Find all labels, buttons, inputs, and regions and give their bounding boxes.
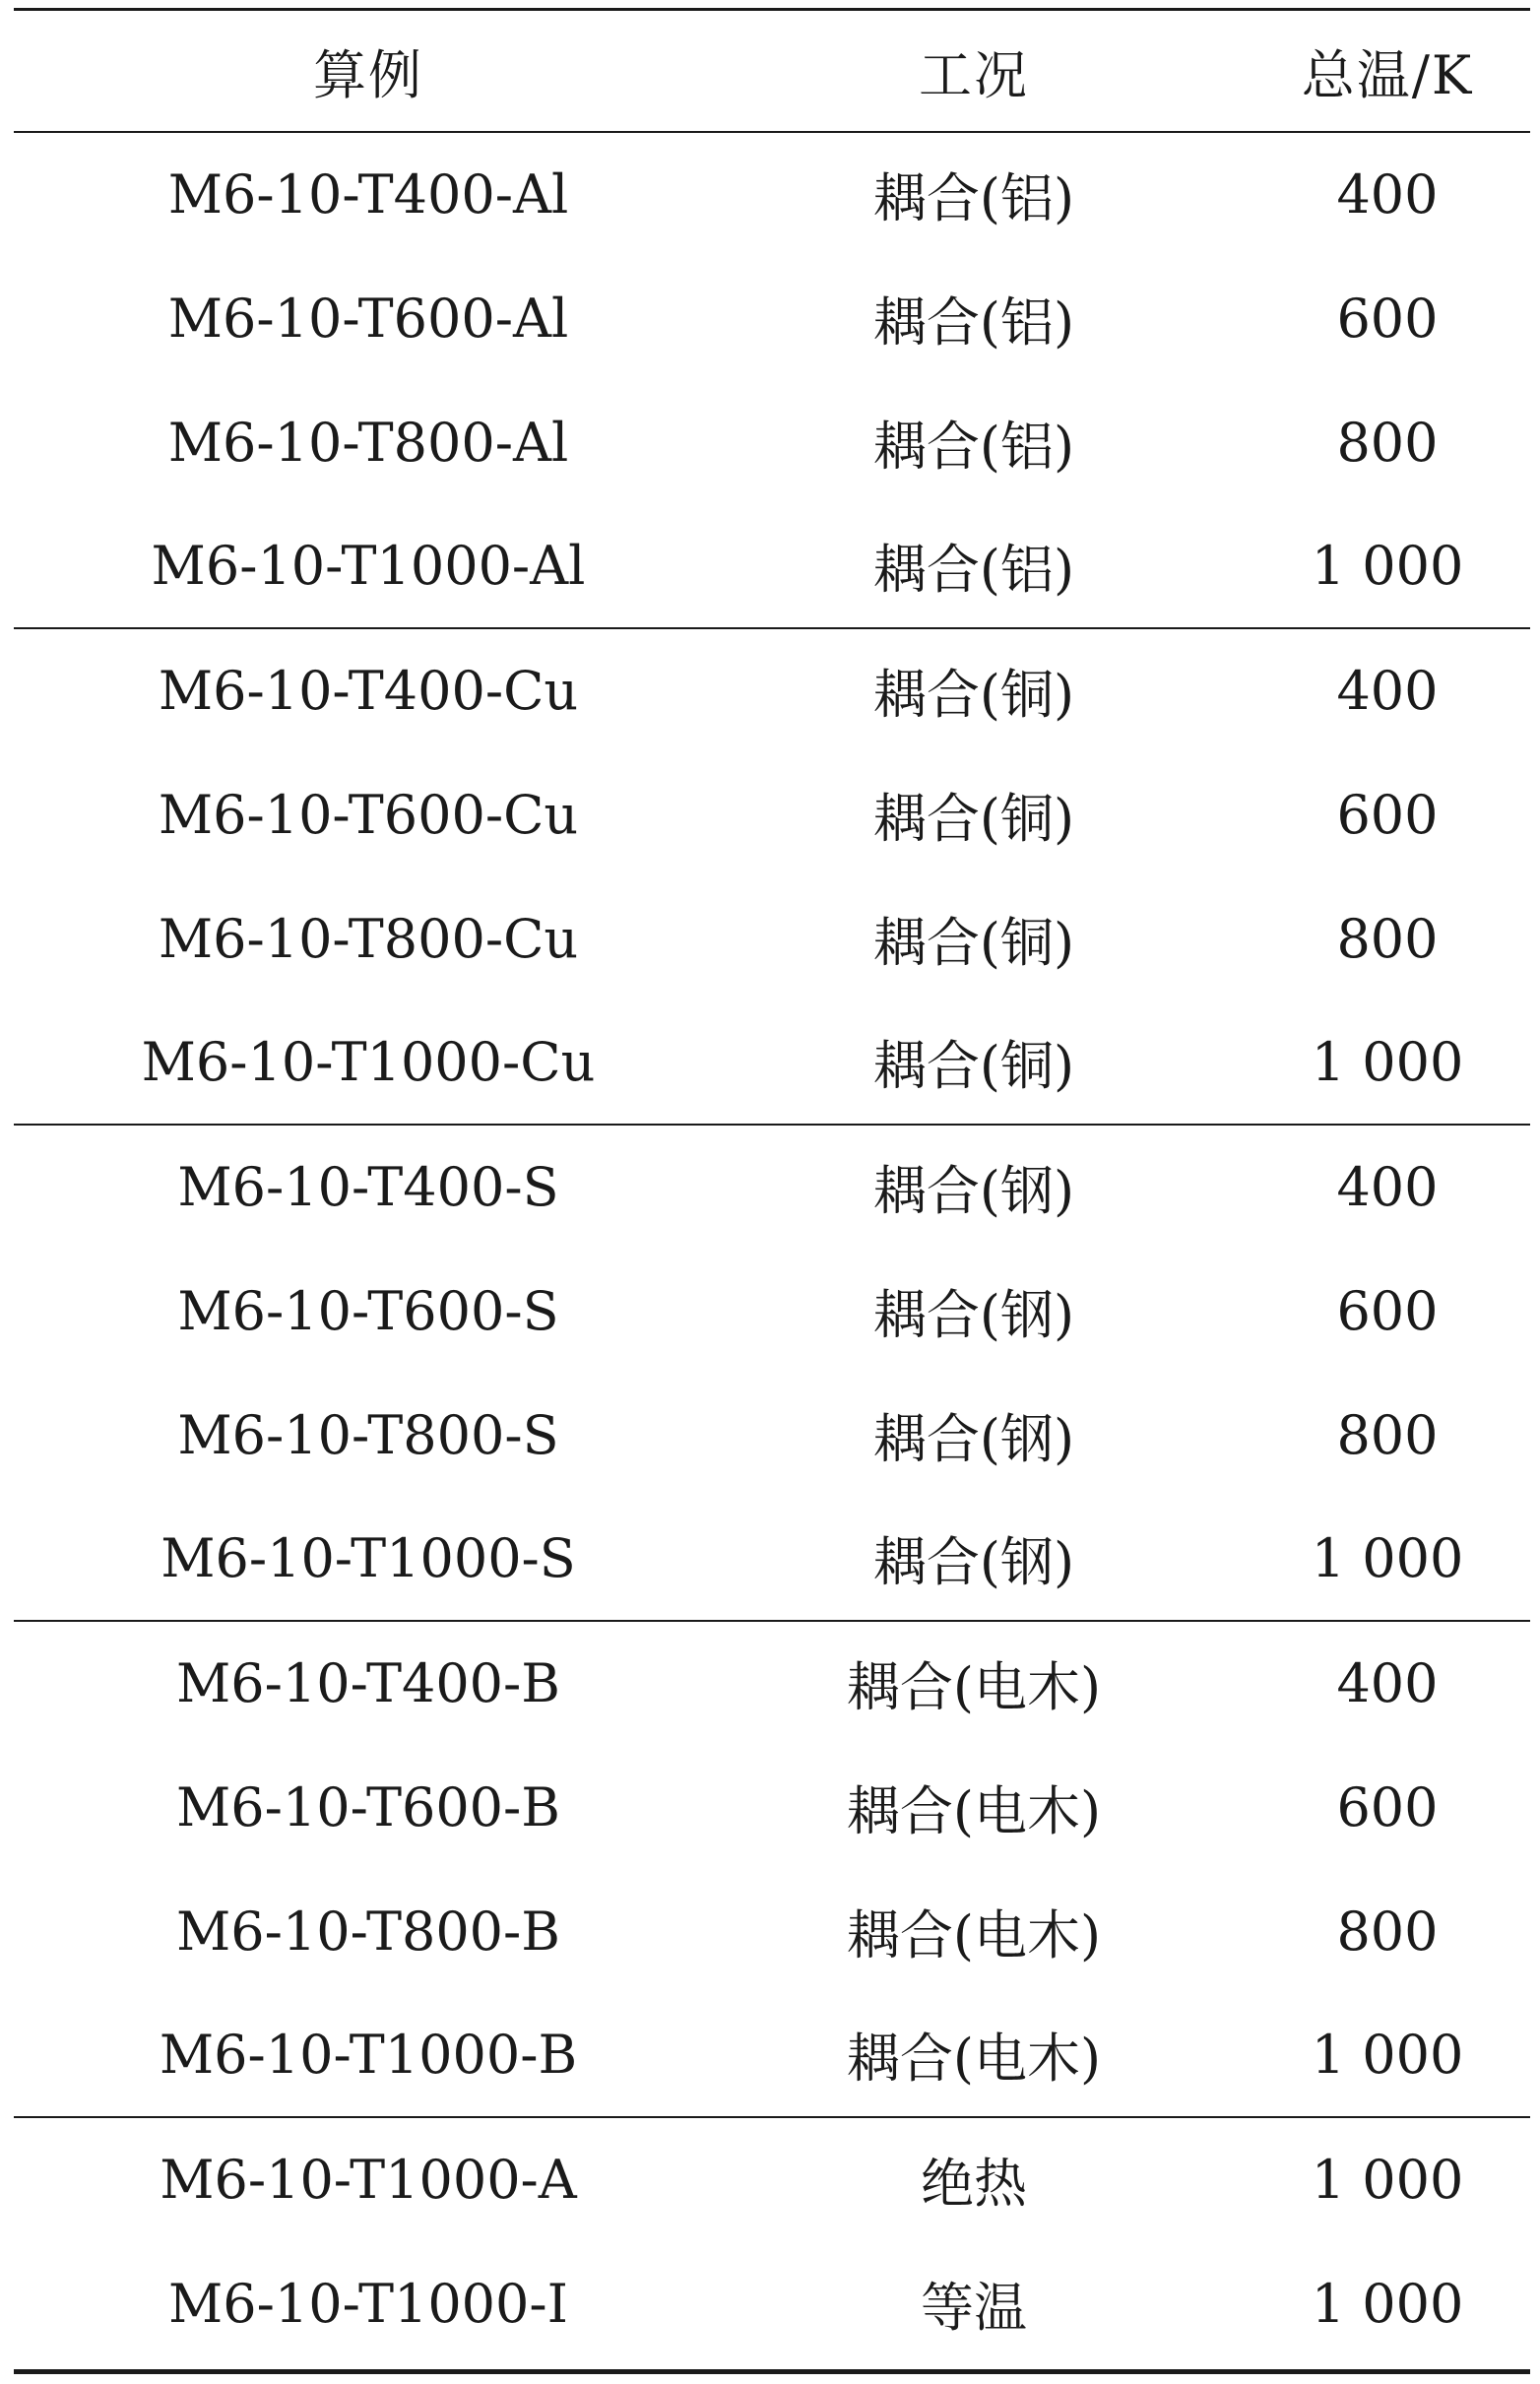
cell-total-temp: 600 (1336, 1279, 1439, 1342)
table-row (14, 752, 1530, 876)
cell-total-temp: 800 (1336, 411, 1439, 474)
cell-condition: 等温 (921, 2276, 1027, 2339)
cell-case: M6-10-T600-B (176, 1775, 560, 1838)
cell-condition: 耦合(钢) (872, 1407, 1075, 1470)
table-row (14, 380, 1530, 504)
cell-condition: 耦合(铝) (872, 290, 1075, 354)
cell-case: M6-10-T1000-S (14, 1497, 762, 1621)
cell-total-temp: 600 (1336, 1775, 1439, 1838)
cell-condition: 耦合(电木) (846, 1903, 1102, 1966)
cell-total-temp: 1 000 (1186, 1000, 1530, 1125)
cell-case: M6-10-T400-B (176, 1652, 560, 1714)
cell-case: M6-10-T800-S (177, 1403, 559, 1466)
cell-case: M6-10-T400-Al (167, 163, 569, 226)
cell-condition: 耦合(铝) (872, 167, 1075, 229)
cell-case: M6-10-T400-S (177, 1156, 559, 1218)
cell-total-temp: 800 (1336, 1900, 1439, 1963)
cell-condition: 耦合(钢) (872, 1160, 1075, 1222)
cell-condition: 耦合(铜) (762, 1000, 1186, 1125)
table-row (14, 1621, 1530, 1745)
cell-case: M6-10-T1000-I (168, 2272, 568, 2335)
table-row (14, 1993, 1530, 2117)
cell-condition: 耦合(电木) (846, 1656, 1102, 1718)
table-row (14, 1125, 1530, 1249)
cell-case: M6-10-T600-S (177, 1279, 559, 1342)
cell-case: M6-10-T1000-A (160, 2149, 577, 2211)
cell-total-temp: 600 (1336, 287, 1439, 350)
table-row (14, 132, 1530, 256)
table-row (14, 1000, 1530, 1125)
cell-condition: 耦合(电木) (846, 1779, 1102, 1842)
cell-total-temp: 800 (1336, 907, 1439, 970)
cell-condition: 耦合(铝) (872, 415, 1075, 478)
cell-condition: 耦合(铝) (762, 504, 1186, 628)
cell-condition: 耦合(铜) (872, 664, 1075, 726)
cell-condition: 绝热 (921, 2153, 1027, 2215)
cell-condition: 耦合(钢) (872, 1283, 1075, 1346)
cell-case: M6-10-T800-B (176, 1900, 560, 1963)
header-total-temp: 总温/K (1186, 11, 1530, 132)
table-row (14, 2241, 1530, 2365)
table-row (14, 1373, 1530, 1497)
table-row (14, 1869, 1530, 1993)
cell-condition: 耦合(铜) (872, 787, 1075, 850)
cell-total-temp: 1 000 (1186, 504, 1530, 628)
cell-case: M6-10-T1000-Al (14, 504, 762, 628)
table-row (14, 256, 1530, 380)
cell-total-temp: 400 (1336, 660, 1439, 722)
cell-condition: 耦合(电木) (762, 1993, 1186, 2117)
cell-case: M6-10-T800-Al (167, 411, 569, 474)
cell-total-temp: 1 000 (1311, 2272, 1464, 2335)
table-row (14, 2117, 1530, 2241)
cell-case: M6-10-T800-Cu (158, 907, 579, 970)
cell-total-temp: 400 (1336, 163, 1439, 226)
cell-condition: 耦合(钢) (762, 1497, 1186, 1621)
cell-total-temp: 400 (1336, 1652, 1439, 1714)
document-page (14, 0, 1530, 2384)
table-row (14, 504, 1530, 628)
table-bottom-rule (14, 2369, 1530, 2374)
cell-total-temp: 600 (1336, 783, 1439, 846)
cell-total-temp: 800 (1336, 1403, 1439, 1466)
table-row (14, 1249, 1530, 1373)
header-condition: 工况 (762, 11, 1186, 132)
cell-case: M6-10-T1000-Cu (14, 1000, 762, 1125)
cell-total-temp: 1 000 (1186, 1497, 1530, 1621)
cell-case: M6-10-T400-Cu (158, 660, 579, 722)
cell-case: M6-10-T600-Cu (158, 783, 579, 846)
table-row (14, 1497, 1530, 1621)
table-row (14, 876, 1530, 1000)
table-row (14, 628, 1530, 752)
header-case: 算例 (14, 11, 762, 132)
cell-case: M6-10-T1000-B (14, 1993, 762, 2117)
cases-table (14, 11, 1530, 2365)
cell-total-temp: 1 000 (1186, 1993, 1530, 2117)
cell-total-temp: 1 000 (1311, 2149, 1464, 2211)
cell-case: M6-10-T600-Al (167, 287, 569, 350)
table-row (14, 1745, 1530, 1869)
cell-condition: 耦合(铜) (872, 911, 1075, 974)
cell-total-temp: 400 (1336, 1156, 1439, 1218)
table-header-row (14, 11, 1530, 132)
